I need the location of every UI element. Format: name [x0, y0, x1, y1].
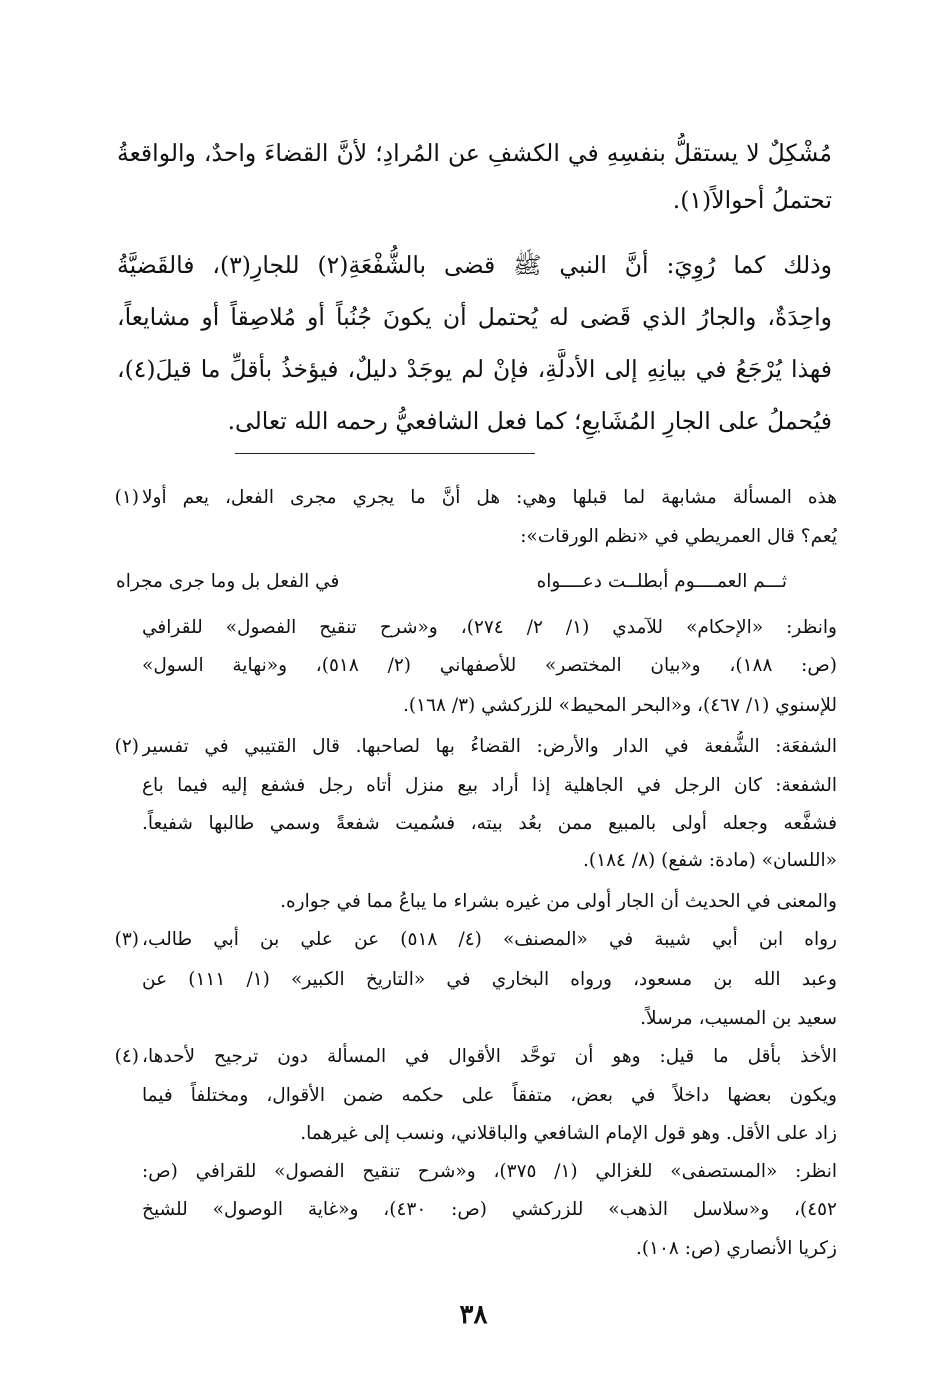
footnote-separator — [235, 453, 535, 454]
main-text-line-4: واحِدَةٌ، والجارُ الذي قَضى له يُحتمل أن يكونَ جُنُباً أو مُلاصِقاً أو مشايعاً، — [117, 303, 832, 331]
footnote-3-number: (٣) — [114, 929, 139, 950]
footnote-2-number: (٢) — [114, 736, 139, 757]
main-text-line-3: وذلك كما رُوِيَ: أنَّ النبي ﷺ قضى بالشُّفْعَةِ(٢) للجارِ(٣)، فالقَضيَّةُ — [117, 251, 832, 279]
footnote-2-line: الشفعَة: الشُّفعة في الدار والأرض: القضاءُ بها لصاحبها. قال القتيبي في تفسير — [142, 736, 837, 757]
main-text-line-6: فيُحملُ على الجارِ المُشَايعِ؛ كما فعل الشافعيُّ رحمه الله تعالى. — [227, 407, 832, 435]
footnote-1-verse-first-hemistich: ثـــم العمــــوم أبطلــت دعــــواه — [536, 571, 787, 592]
footnote-4-line: زاد على الأقل. وهو قول الإمام الشافعي والباقلاني، ونسب إلى غيرهما. — [300, 1123, 837, 1144]
footnote-1-line: يُعم؟ قال العمريطي في «نظم الورقات»: — [520, 526, 837, 547]
footnote-4-line: زكريا الأنصاري (ص: ١٠٨). — [635, 1238, 837, 1259]
footnote-4-line: ويكون بعضها داخلاً في بعض، متفقاً على حكمه ضمن الأقوال، ومختلفاً فيما — [142, 1085, 837, 1106]
footnote-1-number: (١) — [114, 487, 139, 508]
footnote-1-ref-line: للإسنوي (١/ ٤٦٧)، و«البحر المحيط» للزركشي (٣/ ١٦٨). — [403, 695, 837, 716]
footnote-1-ref-line: (ص: ١٨٨)، و«بيان المختصر» للأصفهاني (٢/ ٥١٨)، و«نهاية السول» — [142, 655, 837, 676]
page-number: ٣٨ — [459, 1300, 488, 1330]
footnote-2-line: الشفعة: كان الرجل في الجاهلية إذا أراد بيع منزل أتاه رجل فشفع إليه فيما باع — [142, 775, 837, 796]
footnote-4-number: (٤) — [114, 1046, 139, 1067]
footnote-1-line: هذه المسألة مشابهة لما قبلها وهي: هل أنَّ ما يجري مجرى الفعل، يعم أولا — [142, 487, 837, 508]
main-text-line-1: مُشْكِلٌ لا يستقلُّ بنفسِهِ في الكشفِ عن المُرادِ؛ لأنَّ القضاءَ واحدٌ، والواقعةُ — [117, 139, 832, 167]
footnote-3-line: رواه ابن أبي شيبة في «المصنف» (٤/ ٥١٨) عن علي بن أبي طالب، — [142, 929, 837, 950]
footnote-2-line: فشفَّعه وجعله أولى بالمبيع ممن بعُد بيته، فسُميت شفعةً وسمي طالبها شفيعاً. — [142, 813, 837, 834]
footnote-4-line: الأخذ بأقل ما قيل: وهو أن توحَّد الأقوال في المسألة دون ترجيح لأحدها، — [142, 1046, 837, 1067]
footnote-4-line: انظر: «المستصفى» للغزالي (١/ ٣٧٥)، و«شرح تنقيح الفصول» للقرافي (ص: — [142, 1161, 837, 1182]
main-text-line-2: تحتملُ أحوالاً(١). — [672, 186, 832, 214]
footnote-1-ref-line: وانظر: «الإحكام» للآمدي (١/ ٢/ ٢٧٤)، و«شرح تنقيح الفصول» للقرافي — [142, 617, 837, 638]
footnote-2-line: والمعنى في الحديث أن الجار أولى من غيره بشراء ما يباعُ مما في جواره. — [280, 891, 837, 912]
footnote-1-verse-second-hemistich: في الفعل بل وما جرى مجراه — [116, 571, 340, 592]
footnote-2-line: «اللسان» (مادة: شفع) (٨/ ١٨٤). — [583, 850, 837, 871]
main-text-line-5: فهذا يُرْجَعُ في بيانِهِ إلى الأدلَّةِ، فإنْ لم يوجَدْ دليلٌ، فيؤخذُ بأقلِّ ما قيلَ(٤)، — [117, 355, 832, 383]
footnote-3-line: وعبد الله بن مسعود، ورواه البخاري في «التاريخ الكبير» (١/ ١١١) عن — [142, 969, 837, 990]
footnote-4-line: ٤٥٢)، و«سلاسل الذهب» للزركشي (ص: ٤٣٠)، و«غاية الوصول» للشيخ — [142, 1199, 837, 1220]
footnote-3-line: سعيد بن المسيب، مرسلاً. — [640, 1008, 837, 1029]
